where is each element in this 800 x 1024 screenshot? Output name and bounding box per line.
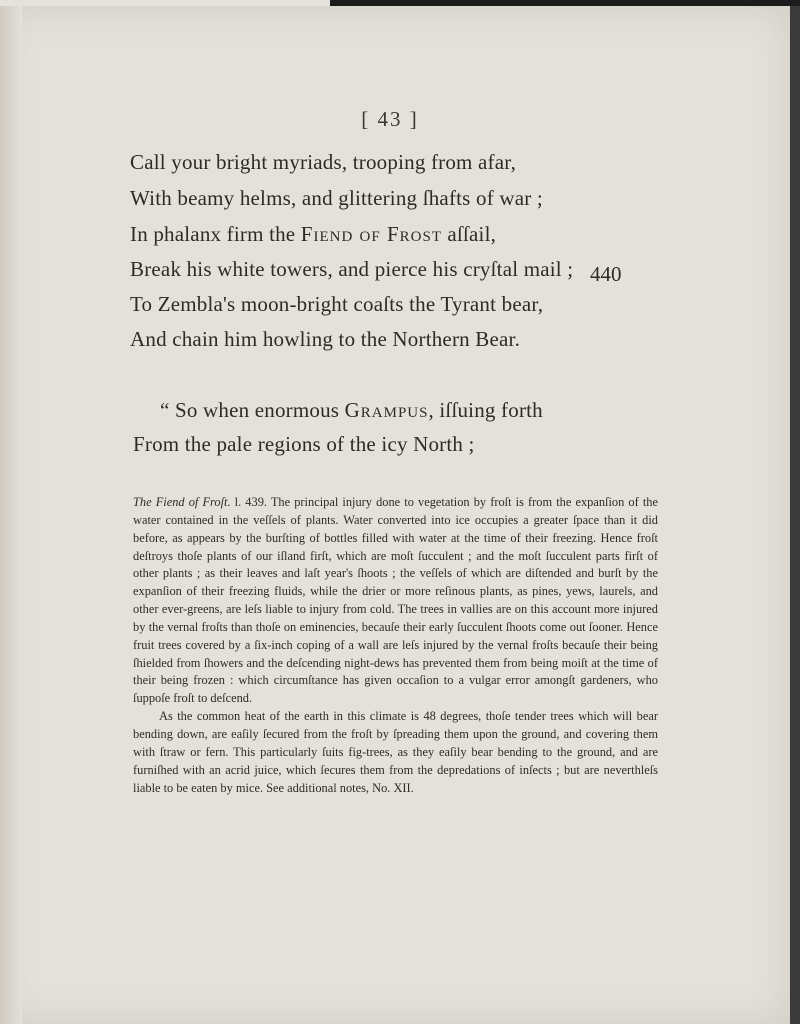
footnote-paragraph-2: As the common heat of the earth in this climate is 48 degrees, thoſe tender trees which will bear bending down, are eaſily ſecured from the froſt by ſpreading them upon the ground, and covering them with ſtraw or fern. This particularly ſuits fig-trees, as they eaſily bear bending to the ground, and are furniſhed with an acrid juice, which ſecures them from the depredations of inſects ; but are neverthleſs liable to be eaten by mice. See additional notes, No. XII. <box>133 709 658 795</box>
verse-line <box>130 257 573 282</box>
verse-text: From the pale regions of the icy North ; <box>133 432 475 456</box>
verse-text: Call your bright myriads, trooping from afar, <box>130 150 517 174</box>
verse-line <box>133 432 475 457</box>
verse-line <box>130 186 543 211</box>
verse-small-caps: Fiend of Frost <box>300 222 442 246</box>
footnotes <box>133 494 658 797</box>
verse-text: With beamy helms, and glittering ſhafts of war ; <box>130 186 543 210</box>
verse-small-caps: Grampus <box>344 398 429 422</box>
verse-text: aſſail, <box>441 222 497 246</box>
verse-text: Break his white towers, and pierce his cryſtal mail ; <box>130 257 574 281</box>
page-right-edge <box>790 6 800 1024</box>
verse-text: To Zembla's moon-bright coaſts the Tyrant bear, <box>130 292 544 316</box>
footnote-text-1: l. 439. The principal injury done to vegetation by froſt is from the expanſion of the water contained in the veſſels of plants. Water converted into ice occupies a greater ſpace than it did before, as appears by the burſting of bottles filled with water at the time of their freezing. Hence froſt deſtroys thoſe plants of our iſland firſt, which are moſt ſucculent ; and the moſt ſucculent parts firſt of other plants ; as their leaves and laſt year's ſhoots ; the veſſels of which are diſtended and burſt by the expanſion of their freezing fluids, while the drier or more reſinous plants, as pines, yews, laurels, and other ever-greens, are leſs liable to injury from cold. The trees in vallies are on this account more injured by the vernal froſts than thoſe on eminencies, becauſe their early ſucculent ſhoots come out ſooner. Hence fruit trees covered by a ſix-inch coping of a wall are leſs injured by the vernal froſts becauſe their being ſhielded from ſhowers and the deſcending night-dews has prevented them from being moiſt at the time of their being frozen : which circumſtance has given occaſion to a vulgar error amongſt gardeners, who ſuppoſe froſt to deſcend. <box>133 495 658 706</box>
verse-line <box>130 327 520 352</box>
page-binding-shadow <box>0 6 22 1024</box>
line-number: 440 <box>590 262 622 286</box>
verse-line <box>130 292 543 317</box>
verse-text: And chain him howling to the Northern Bear. <box>130 327 521 351</box>
page-number-text: [ 43 ] <box>361 107 419 131</box>
verse-line <box>130 222 496 247</box>
verse-text: “ So when enormous <box>160 398 345 422</box>
footnote-paragraph-1 <box>133 494 658 708</box>
verse-line <box>160 398 543 423</box>
verse-text: , iſſuing forth <box>428 398 543 422</box>
verse-line <box>130 150 516 175</box>
footnote-title: The Fiend of Froſt. <box>133 495 231 509</box>
verse-text: In phalanx firm the <box>130 222 301 246</box>
page-number <box>0 107 780 132</box>
